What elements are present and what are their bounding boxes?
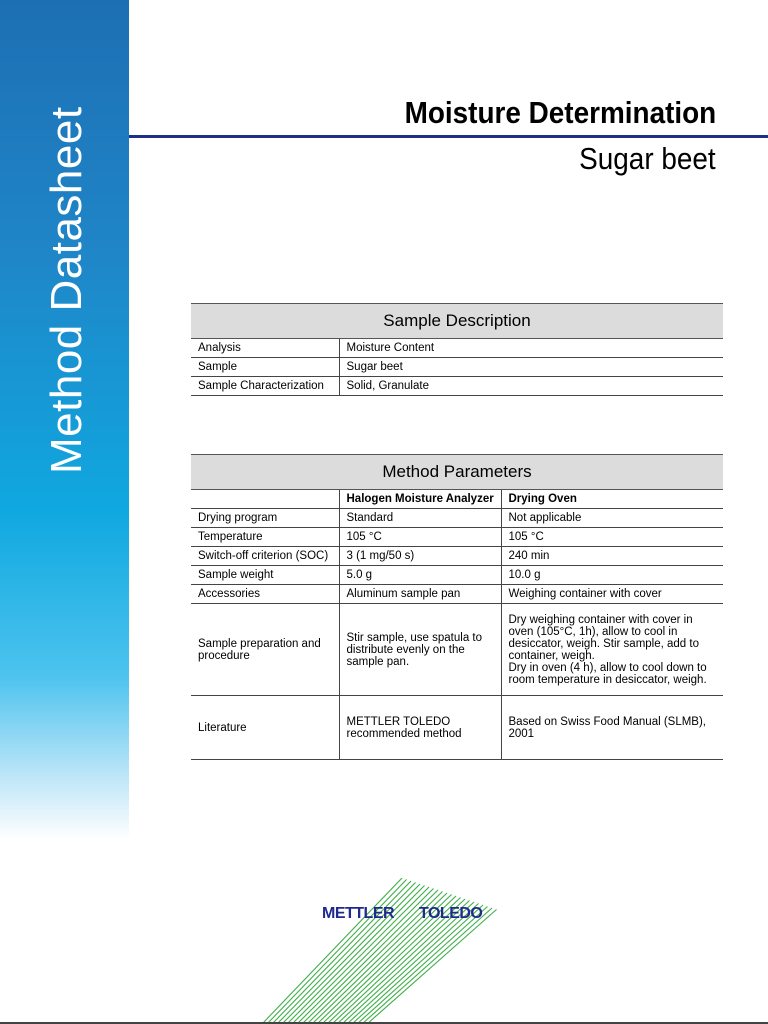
- table-row: [191, 566, 723, 585]
- row-value-analyzer: METTLER TOLEDO recommended method: [339, 696, 501, 760]
- row-value-oven: Based on Swiss Food Manual (SLMB), 2001: [501, 696, 723, 760]
- logo-stripe: [357, 907, 488, 1024]
- row-label: Sample: [191, 358, 339, 377]
- row-value-analyzer: Stir sample, use spatula to distribute evenly on the sample pan.: [339, 604, 501, 696]
- row-label: Sample weight: [191, 566, 339, 585]
- row-value-analyzer: 3 (1 mg/50 s): [339, 547, 501, 566]
- row-label: Analysis: [191, 339, 339, 358]
- method-parameters-table: [191, 454, 723, 760]
- row-label: Sample preparation and procedure: [191, 604, 339, 696]
- table-header-row: [191, 455, 723, 490]
- logo-text-toledo: TOLEDO: [419, 905, 483, 922]
- row-value: Moisture Content: [339, 339, 723, 358]
- row-value-analyzer: Aluminum sample pan: [339, 585, 501, 604]
- row-value-oven: 240 min: [501, 547, 723, 566]
- sidebar-title: Method Datasheet: [42, 106, 91, 474]
- row-value-analyzer: Standard: [339, 509, 501, 528]
- sidebar-band: [0, 0, 129, 1024]
- row-value-oven: Dry weighing container with cover in oven (105°C, 1h), allow to cool in desiccator, weigh. Stir sample, add to container, weigh. Dry in oven (4 h), allow to cool down to room temperature in desiccator, weigh.: [501, 604, 723, 696]
- logo-stripe: [277, 883, 416, 1024]
- table-row: [191, 358, 723, 377]
- mettler-toledo-logo-stripes: [262, 878, 502, 1024]
- table-row: [191, 604, 723, 696]
- page-title: Moisture Determination: [404, 95, 716, 130]
- column-header-analyzer: Halogen Moisture Analyzer: [339, 490, 501, 509]
- column-header-row: [191, 490, 723, 509]
- column-header-empty: [191, 490, 339, 509]
- row-value-oven: 105 °C: [501, 528, 723, 547]
- page-subtitle: Sugar beet: [579, 141, 716, 176]
- table-header-row: [191, 304, 723, 339]
- row-value-oven: 10.0 g: [501, 566, 723, 585]
- table-row: [191, 509, 723, 528]
- row-value-analyzer: 5.0 g: [339, 566, 501, 585]
- row-label: Switch-off criterion (SOC): [191, 547, 339, 566]
- table-row: [191, 377, 723, 396]
- table-row: [191, 547, 723, 566]
- logo-stripe: [362, 908, 492, 1024]
- row-value-oven: Not applicable: [501, 509, 723, 528]
- logo-stripe: [367, 910, 497, 1024]
- column-header-oven: Drying Oven: [501, 490, 723, 509]
- row-value-oven: Weighing container with cover: [501, 585, 723, 604]
- row-label: Temperature: [191, 528, 339, 547]
- table-row: [191, 696, 723, 760]
- table-row: [191, 339, 723, 358]
- sample-description-table: [191, 303, 723, 396]
- row-value-analyzer: 105 °C: [339, 528, 501, 547]
- row-label: Literature: [191, 696, 339, 760]
- title-rule: [129, 135, 768, 138]
- table-row: [191, 585, 723, 604]
- sample-description-heading: Sample Description: [191, 304, 723, 339]
- logo-stripe: [272, 881, 411, 1024]
- row-label: Accessories: [191, 585, 339, 604]
- row-label: Drying program: [191, 509, 339, 528]
- row-label: Sample Characterization: [191, 377, 339, 396]
- logo-text-mettler: METTLER: [322, 905, 395, 922]
- table-row: [191, 528, 723, 547]
- row-value: Solid, Granulate: [339, 377, 723, 396]
- row-value: Sugar beet: [339, 358, 723, 377]
- method-parameters-heading: Method Parameters: [191, 455, 723, 490]
